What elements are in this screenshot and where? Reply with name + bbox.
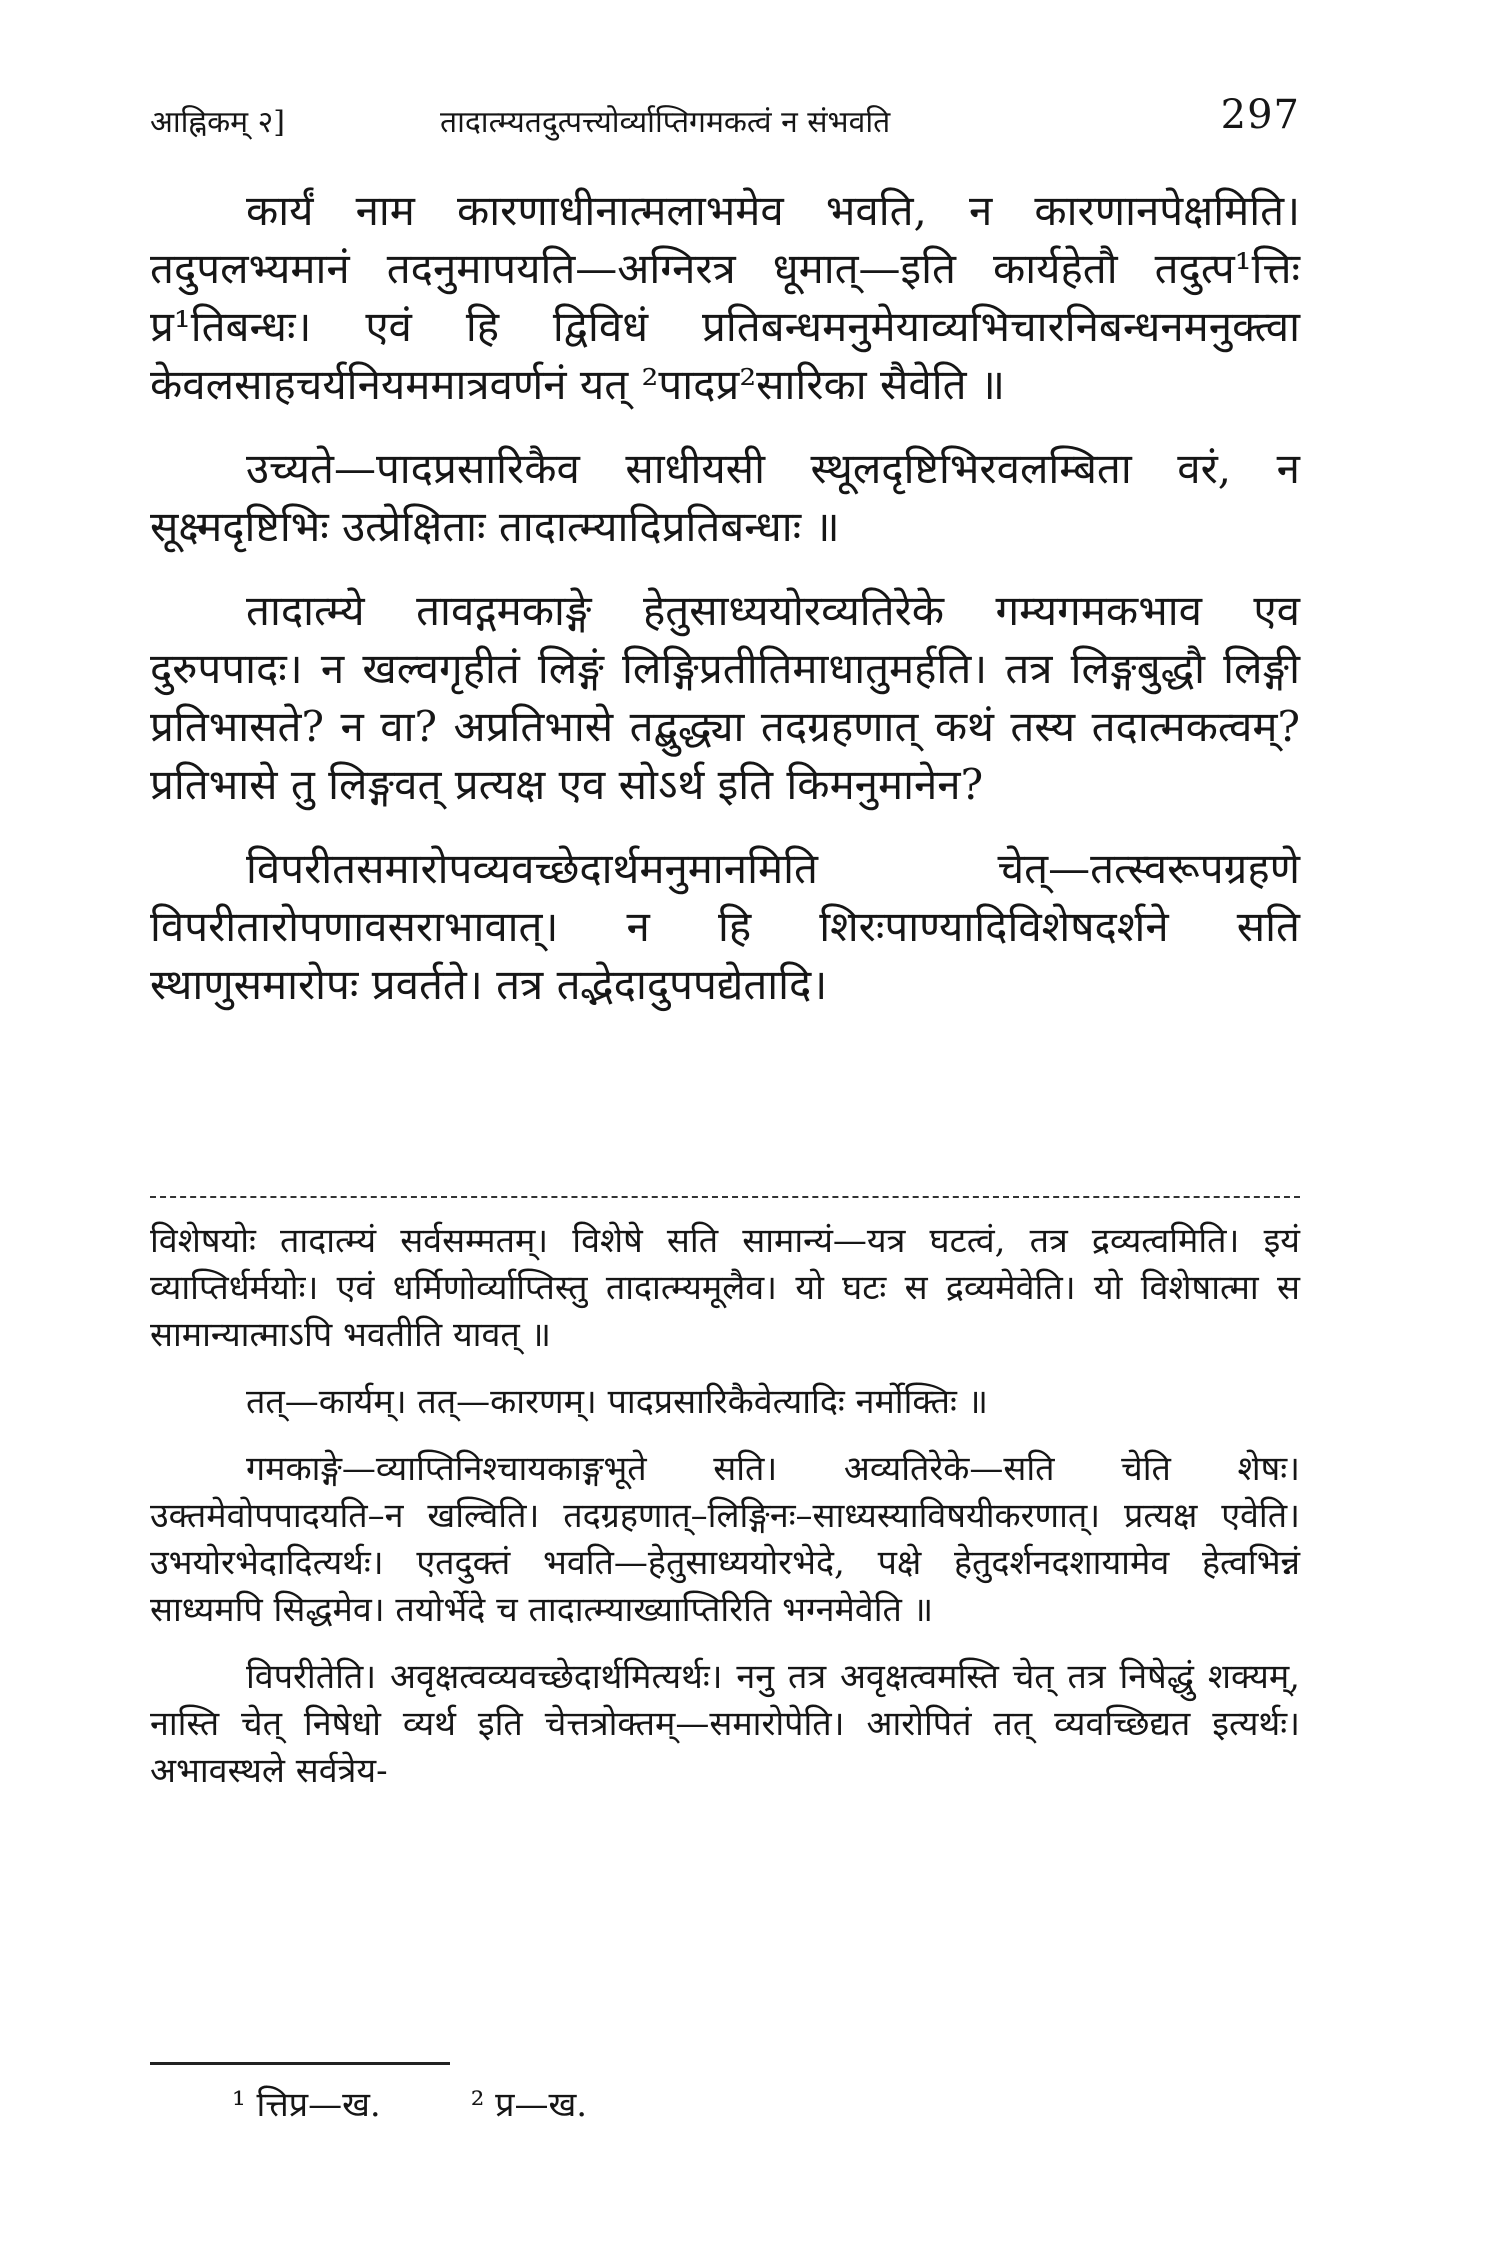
footnote-2: ² प्र—ख.: [470, 2085, 588, 2125]
commentary-paragraph-4: विपरीतेति। अवृक्षत्वव्यवच्छेदार्थमित्यर्थः। ननु तत्र अवृक्षत्वमस्ति चेत् तत्र निषेद्धुं शक्यम्, नास्ति चेत् निषेधो व्यर्थ इति चेत्तत्रोक्तम्—समारोपेति। आरोपितं तत् व्यवच्छिद्यत इत्यर्थः। अभावस्थले सर्वत्रेय-: [150, 1657, 1300, 1791]
running-header-left: आह्निकम् २]: [150, 105, 285, 140]
commentary: [150, 1218, 1300, 1815]
commentary-divider: [150, 1196, 1300, 1198]
footnote-1: ¹ त्तिप्र—ख.: [232, 2085, 381, 2125]
main-paragraph-4: विपरीतसमारोपव्यवच्छेदार्थमनुमानमिति चेत्—तत्स्वरूपग्रहणे विपरीतारोपणावसराभावात्। न हि शिरःपाण्यादिविशेषदर्शने सति स्थाणुसमारोपः प्रवर्तते। तत्र तद्भेदादुपपद्येतादि।: [150, 844, 1300, 1009]
main-text: [150, 182, 1300, 1040]
footnotes: [232, 2080, 677, 2126]
running-header-title: तादात्म्यतदुत्पत्त्योर्व्याप्तिगमकत्वं न संभवति: [440, 105, 891, 140]
commentary-paragraph-3: गमकाङ्गे—व्याप्तिनिश्चायकाङ्गभूते सति। अव्यतिरेके—सति चेति शेषः। उक्तमेवोपपादयति–न खल्विति। तदग्रहणात्–लिङ्गिनः–साध्यस्याविषयीकरणात्। प्रत्यक्ष एवेति। उभयोरभेदादित्यर्थः। एतदुक्तं भवति—हेतुसाध्ययोरभेदे, पक्षे हेतुदर्शनदशायामेव हेत्वभिन्नं साध्यमपि सिद्धमेव। तयोर्भेदे च तादात्म्याख्याप्तिरिति भग्नमेवेति ॥: [150, 1449, 1300, 1630]
page-number: 297: [1220, 92, 1300, 138]
main-paragraph-2: उच्यते—पादप्रसारिकैव साधीयसी स्थूलदृष्टिभिरवलम्बिता वरं, न सूक्ष्मदृष्टिभिः उत्प्रेक्षिताः तादात्म्यादिप्रतिबन्धाः ॥: [150, 444, 1300, 551]
commentary-paragraph-2: तत्—कार्यम्। तत्—कारणम्। पादप्रसारिकैवेत्यादिः नर्मोक्तिः ॥: [246, 1382, 989, 1422]
page-header: [150, 92, 1300, 142]
main-paragraph-1: कार्यं नाम कारणाधीनात्मलाभमेव भवति, न कारणानपेक्षमिति। तदुपलभ्यमानं तदनुमापयति—अग्निरत्र धूमात्—इति कार्यहेतौ तदुत्प¹त्तिः प्र¹तिबन्धः। एवं हि द्विविधं प्रतिबन्धमनुमेयाव्यभिचारनिबन्धनमनुक्त्वा केवलसाहचर्यनियममात्रवर्णनं यत् ²पादप्र²सारिका सैवेति ॥: [150, 186, 1300, 409]
commentary-paragraph-1: विशेषयोः तादात्म्यं सर्वसम्मतम्। विशेषे सति सामान्यं—यत्र घटत्वं, तत्र द्रव्यत्वमिति। इयं व्याप्तिर्धर्मयोः। एवं धर्मिणोर्व्याप्तिस्तु तादात्म्यमूलैव। यो घटः स द्रव्यमेवेति। यो विशेषात्मा स सामान्यात्माऽपि भवतीति यावत् ॥: [150, 1221, 1300, 1355]
footnote-divider: [150, 2062, 450, 2065]
main-paragraph-3: तादात्म्ये तावद्गमकाङ्गे हेतुसाध्ययोरव्यतिरेके गम्यगमकभाव एव दुरुपपादः। न खल्वगृहीतं लिङ्गं लिङ्गिप्रतीतिमाधातुमर्हति। तत्र लिङ्गबुद्धौ लिङ्गी प्रतिभासते? न वा? अप्रतिभासे तद्बुद्ध्या तदग्रहणात् कथं तस्य तदात्मकत्वम्? प्रतिभासे तु लिङ्गवत् प्रत्यक्ष एव सोऽर्थ इति किमनुमानेन?: [150, 586, 1300, 809]
